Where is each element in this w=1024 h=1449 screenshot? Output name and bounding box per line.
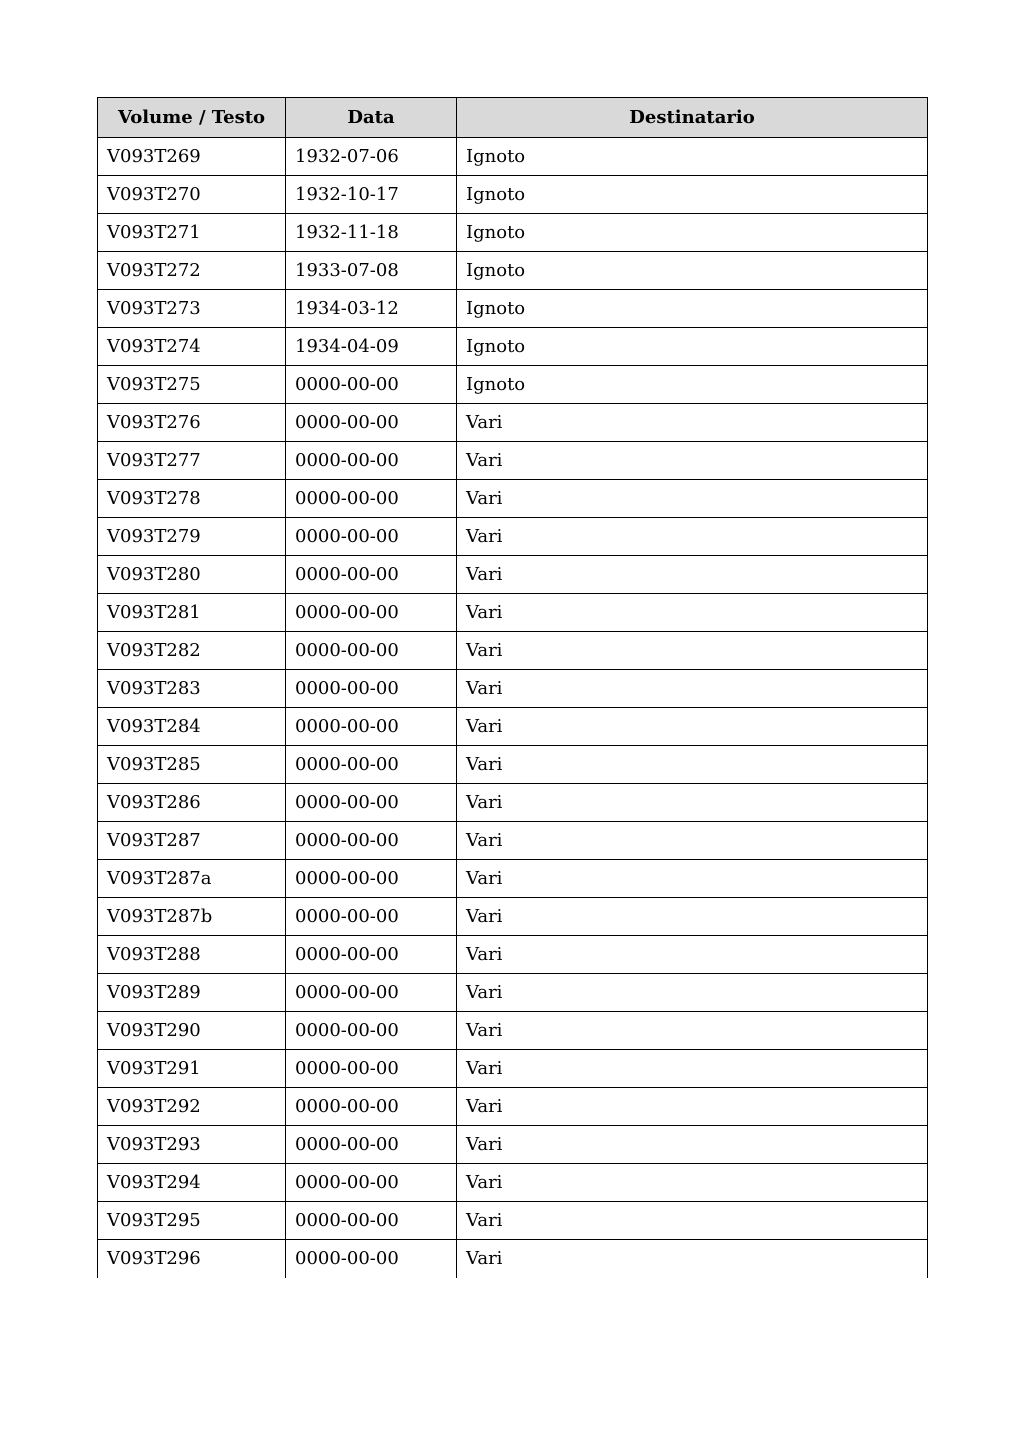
table-body: [98, 138, 928, 1278]
table-row: [98, 1088, 928, 1126]
table-row: [98, 822, 928, 860]
table-row: [98, 518, 928, 556]
cell-data: 0000-00-00: [286, 442, 457, 480]
table-row: [98, 556, 928, 594]
cell-data: 0000-00-00: [286, 1050, 457, 1088]
table-row: [98, 442, 928, 480]
cell-volume-testo: V093T282: [98, 632, 286, 670]
cell-data: 0000-00-00: [286, 1126, 457, 1164]
cell-volume-testo: V093T283: [98, 670, 286, 708]
cell-destinatario: Vari: [457, 1240, 928, 1278]
cell-volume-testo: V093T279: [98, 518, 286, 556]
cell-destinatario: Vari: [457, 404, 928, 442]
cell-destinatario: Vari: [457, 442, 928, 480]
cell-volume-testo: V093T272: [98, 252, 286, 290]
table-row: [98, 252, 928, 290]
cell-destinatario: Vari: [457, 746, 928, 784]
table-row: [98, 328, 928, 366]
cell-volume-testo: V093T292: [98, 1088, 286, 1126]
cell-volume-testo: V093T287a: [98, 860, 286, 898]
cell-destinatario: Vari: [457, 898, 928, 936]
table-row: [98, 1202, 928, 1240]
cell-data: 1932-07-06: [286, 138, 457, 176]
cell-data: 1932-10-17: [286, 176, 457, 214]
table-row: [98, 860, 928, 898]
cell-destinatario: Vari: [457, 708, 928, 746]
cell-volume-testo: V093T286: [98, 784, 286, 822]
column-header-destinatario: Destinatario: [457, 98, 928, 138]
cell-data: 1933-07-08: [286, 252, 457, 290]
table-row: [98, 1164, 928, 1202]
cell-volume-testo: V093T295: [98, 1202, 286, 1240]
cell-data: 0000-00-00: [286, 1240, 457, 1278]
table-row: [98, 138, 928, 176]
table-row: [98, 214, 928, 252]
cell-volume-testo: V093T277: [98, 442, 286, 480]
cell-data: 0000-00-00: [286, 1088, 457, 1126]
table-row: [98, 936, 928, 974]
cell-destinatario: Ignoto: [457, 366, 928, 404]
table-row: [98, 366, 928, 404]
cell-destinatario: Vari: [457, 1164, 928, 1202]
cell-destinatario: Ignoto: [457, 176, 928, 214]
table-row: [98, 290, 928, 328]
cell-volume-testo: V093T290: [98, 1012, 286, 1050]
cell-data: 0000-00-00: [286, 518, 457, 556]
cell-data: 0000-00-00: [286, 784, 457, 822]
table-row: [98, 594, 928, 632]
cell-data: 0000-00-00: [286, 936, 457, 974]
cell-destinatario: Vari: [457, 974, 928, 1012]
cell-volume-testo: V093T281: [98, 594, 286, 632]
cell-destinatario: Ignoto: [457, 138, 928, 176]
cell-volume-testo: V093T296: [98, 1240, 286, 1278]
cell-destinatario: Vari: [457, 822, 928, 860]
cell-destinatario: Vari: [457, 480, 928, 518]
cell-destinatario: Ignoto: [457, 214, 928, 252]
cell-data: 0000-00-00: [286, 1164, 457, 1202]
cell-destinatario: Vari: [457, 556, 928, 594]
cell-data: 0000-00-00: [286, 974, 457, 1012]
cell-volume-testo: V093T285: [98, 746, 286, 784]
cell-volume-testo: V093T284: [98, 708, 286, 746]
table-row: [98, 404, 928, 442]
cell-destinatario: Ignoto: [457, 290, 928, 328]
cell-data: 0000-00-00: [286, 366, 457, 404]
cell-destinatario: Vari: [457, 518, 928, 556]
cell-destinatario: Vari: [457, 860, 928, 898]
cell-destinatario: Vari: [457, 1202, 928, 1240]
cell-destinatario: Vari: [457, 632, 928, 670]
table-row: [98, 176, 928, 214]
cell-volume-testo: V093T288: [98, 936, 286, 974]
cell-data: 0000-00-00: [286, 670, 457, 708]
cell-destinatario: Ignoto: [457, 252, 928, 290]
cell-data: 0000-00-00: [286, 556, 457, 594]
cell-data: 1934-03-12: [286, 290, 457, 328]
cell-destinatario: Vari: [457, 1050, 928, 1088]
cell-volume-testo: V093T274: [98, 328, 286, 366]
table-row: [98, 1050, 928, 1088]
column-header-volume-testo: Volume / Testo: [98, 98, 286, 138]
cell-data: 0000-00-00: [286, 1012, 457, 1050]
cell-destinatario: Vari: [457, 670, 928, 708]
cell-data: 0000-00-00: [286, 746, 457, 784]
cell-destinatario: Vari: [457, 1088, 928, 1126]
table-row: [98, 784, 928, 822]
cell-data: 0000-00-00: [286, 480, 457, 518]
cell-volume-testo: V093T269: [98, 138, 286, 176]
cell-volume-testo: V093T275: [98, 366, 286, 404]
column-header-data: Data: [286, 98, 457, 138]
cell-destinatario: Vari: [457, 594, 928, 632]
table-row: [98, 708, 928, 746]
cell-volume-testo: V093T291: [98, 1050, 286, 1088]
cell-data: 0000-00-00: [286, 708, 457, 746]
cell-volume-testo: V093T280: [98, 556, 286, 594]
cell-volume-testo: V093T294: [98, 1164, 286, 1202]
table-row: [98, 670, 928, 708]
header-row: [98, 98, 928, 138]
table-row: [98, 632, 928, 670]
cell-data: 0000-00-00: [286, 860, 457, 898]
table-row: [98, 1012, 928, 1050]
cell-destinatario: Vari: [457, 784, 928, 822]
cell-volume-testo: V093T287b: [98, 898, 286, 936]
cell-destinatario: Ignoto: [457, 328, 928, 366]
cell-destinatario: Vari: [457, 1012, 928, 1050]
cell-volume-testo: V093T273: [98, 290, 286, 328]
cell-data: 0000-00-00: [286, 822, 457, 860]
cell-volume-testo: V093T293: [98, 1126, 286, 1164]
table-row: [98, 480, 928, 518]
cell-data: 0000-00-00: [286, 404, 457, 442]
cell-data: 0000-00-00: [286, 632, 457, 670]
cell-volume-testo: V093T276: [98, 404, 286, 442]
cell-volume-testo: V093T271: [98, 214, 286, 252]
cell-volume-testo: V093T278: [98, 480, 286, 518]
table-header: [98, 98, 928, 138]
table-row: [98, 746, 928, 784]
cell-volume-testo: V093T270: [98, 176, 286, 214]
table-row: [98, 898, 928, 936]
cell-volume-testo: V093T289: [98, 974, 286, 1012]
table-row: [98, 974, 928, 1012]
table-row: [98, 1126, 928, 1164]
cell-data: 0000-00-00: [286, 594, 457, 632]
table-row: [98, 1240, 928, 1278]
cell-volume-testo: V093T287: [98, 822, 286, 860]
cell-destinatario: Vari: [457, 936, 928, 974]
cell-data: 1934-04-09: [286, 328, 457, 366]
cell-destinatario: Vari: [457, 1126, 928, 1164]
cell-data: 1932-11-18: [286, 214, 457, 252]
cell-data: 0000-00-00: [286, 898, 457, 936]
letters-table: [97, 97, 928, 1278]
cell-data: 0000-00-00: [286, 1202, 457, 1240]
